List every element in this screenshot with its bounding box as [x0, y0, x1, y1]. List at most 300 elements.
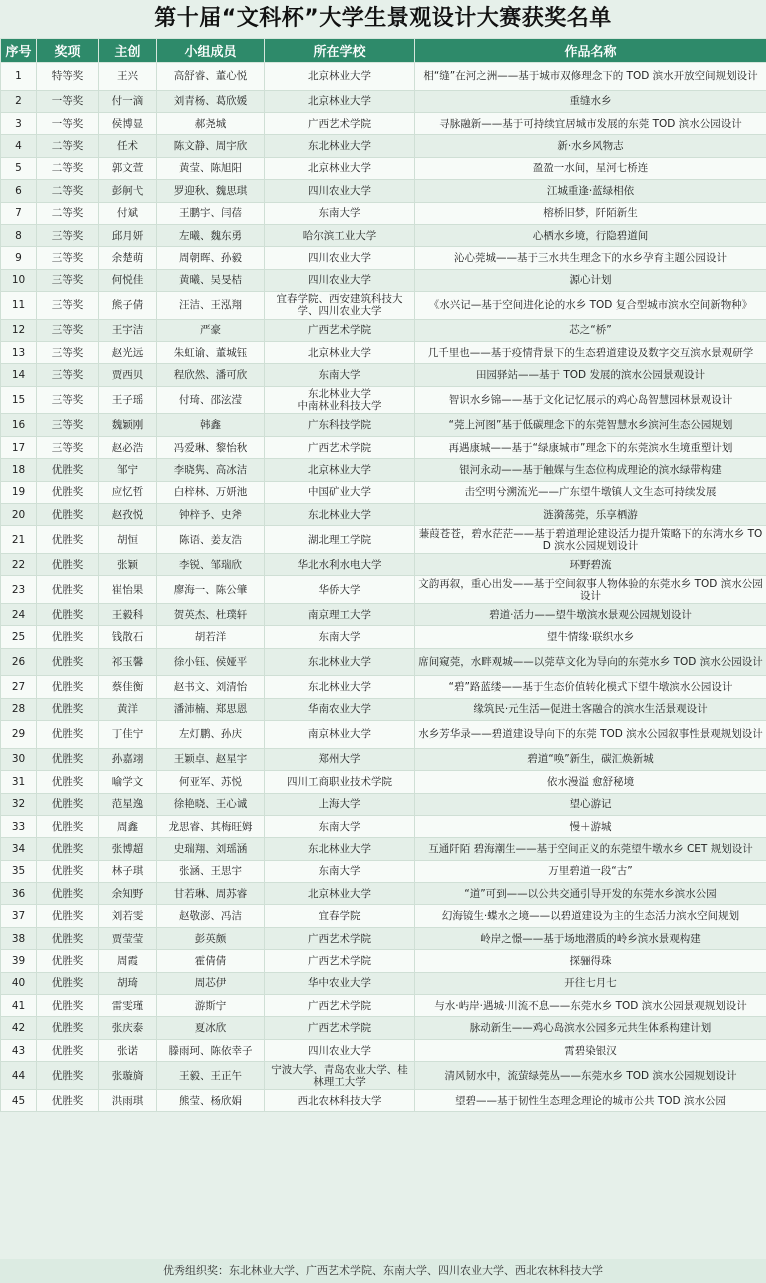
- row-work: 盈盈一水间，星河七桥连: [415, 157, 766, 179]
- row-index: 16: [1, 414, 37, 436]
- row-award: 优胜奖: [37, 995, 99, 1017]
- row-work: 榕桥旧梦，阡陌新生: [415, 202, 766, 224]
- row-award: 三等奖: [37, 386, 99, 414]
- table-body: [1, 63, 766, 1112]
- row-members: 周朝晖、孙毅: [157, 247, 265, 269]
- row-index: 19: [1, 481, 37, 503]
- row-award: 优胜奖: [37, 648, 99, 676]
- row-members: 张涵、王思宇: [157, 860, 265, 882]
- row-index: 2: [1, 90, 37, 112]
- row-award: 特等奖: [37, 63, 99, 91]
- row-work: 相“缝”在河之洲——基于城市双修理念下的 TOD 滨水开放空间规划设计: [415, 63, 766, 91]
- row-work: 幻海镜生·蝶水之境——以碧道建设为主的生态活力滨水空间规划: [415, 905, 766, 927]
- row-school: 四川工商职业技术学院: [265, 771, 415, 793]
- row-school: 广西艺术学院: [265, 112, 415, 134]
- row-work: 几千里也——基于疫情背景下的生态碧道建设及数字交互滨水景观研学: [415, 342, 766, 364]
- row-work: 蒹葭苍苍，碧水茫茫——基于碧道理论建设活力提升策略下的东湾水乡 TOD 滨水公园规划设计: [415, 526, 766, 554]
- row-school: 广西艺术学院: [265, 950, 415, 972]
- table-row: [1, 972, 766, 994]
- row-index: 21: [1, 526, 37, 554]
- row-lead: 黄洋: [99, 698, 157, 720]
- table-row: [1, 554, 766, 576]
- row-members: 左曦、魏东勇: [157, 224, 265, 246]
- table-row: [1, 648, 766, 676]
- row-index: 1: [1, 63, 37, 91]
- table-row: [1, 90, 766, 112]
- column-header-work: 作品名称: [415, 39, 766, 63]
- row-lead: 祁玉馨: [99, 648, 157, 676]
- row-school: 东南大学: [265, 202, 415, 224]
- row-work: 环野碧流: [415, 554, 766, 576]
- row-work: 涟漪荡莞，乐享栖游: [415, 504, 766, 526]
- row-lead: 付斌: [99, 202, 157, 224]
- row-award: 优胜奖: [37, 1017, 99, 1039]
- row-school: 宁波大学、青岛农业大学、桂林理工大学: [265, 1062, 415, 1090]
- row-lead: 范星逸: [99, 793, 157, 815]
- row-lead: 林子琪: [99, 860, 157, 882]
- row-index: 39: [1, 950, 37, 972]
- row-school: 广西艺术学院: [265, 927, 415, 949]
- row-award: 三等奖: [37, 224, 99, 246]
- row-members: 汪洁、王泓翔: [157, 292, 265, 320]
- row-index: 22: [1, 554, 37, 576]
- row-index: 33: [1, 815, 37, 837]
- row-index: 27: [1, 676, 37, 698]
- table-row: [1, 771, 766, 793]
- row-work: 碧道·活力——望牛墩滨水景观公园规划设计: [415, 604, 766, 626]
- row-lead: 何悦佳: [99, 269, 157, 291]
- row-work: 脉动新生——鸡心岛滨水公园多元共生体系构建计划: [415, 1017, 766, 1039]
- row-work: 与水·屿岸·遇城·川流不息——东莞水乡 TOD 滨水公园景观规划设计: [415, 995, 766, 1017]
- row-lead: 贾西贝: [99, 364, 157, 386]
- row-lead: 赵孜悦: [99, 504, 157, 526]
- row-members: 徐艳晓、王心诚: [157, 793, 265, 815]
- row-work: 心栖水乡境，行隐碧道间: [415, 224, 766, 246]
- table-row: [1, 342, 766, 364]
- row-work: 慢＋游城: [415, 815, 766, 837]
- row-school: 北京林业大学: [265, 459, 415, 481]
- row-school: 东北林业大学: [265, 504, 415, 526]
- row-school: 四川农业大学: [265, 180, 415, 202]
- row-lead: 蔡佳衡: [99, 676, 157, 698]
- row-lead: 魏颖刚: [99, 414, 157, 436]
- row-work: 望心游记: [415, 793, 766, 815]
- row-school: 四川农业大学: [265, 247, 415, 269]
- row-school: 广东科技学院: [265, 414, 415, 436]
- row-school: 宜春学院: [265, 905, 415, 927]
- row-lead: 孙嘉翊: [99, 748, 157, 770]
- table-row: [1, 883, 766, 905]
- column-header-lead: 主创: [99, 39, 157, 63]
- row-members: 彭英颇: [157, 927, 265, 949]
- table-header-row: [1, 39, 766, 63]
- row-index: 20: [1, 504, 37, 526]
- row-lead: 任术: [99, 135, 157, 157]
- table-row: [1, 676, 766, 698]
- column-header-award: 奖项: [37, 39, 99, 63]
- row-award: 优胜奖: [37, 748, 99, 770]
- row-index: 5: [1, 157, 37, 179]
- row-school: 广西艺术学院: [265, 1017, 415, 1039]
- row-work: 江城重逢·蓝绿相依: [415, 180, 766, 202]
- row-members: 廖海一、陈公肇: [157, 576, 265, 604]
- row-work: 席间窥莞，水畔观城——以莞草文化为导向的东莞水乡 TOD 滨水公园设计: [415, 648, 766, 676]
- row-index: 30: [1, 748, 37, 770]
- row-school: 东北林业大学: [265, 838, 415, 860]
- row-school: 东南大学: [265, 626, 415, 648]
- row-school: 东北林业大学 中南林业科技大学: [265, 386, 415, 414]
- row-work: 源心计划: [415, 269, 766, 291]
- row-members: 史瑞翔、刘瑶涵: [157, 838, 265, 860]
- row-members: 滕雨珂、陈依幸子: [157, 1039, 265, 1061]
- row-award: 二等奖: [37, 202, 99, 224]
- row-school: 东南大学: [265, 364, 415, 386]
- row-lead: 余知野: [99, 883, 157, 905]
- footer-organization-award: 优秀组织奖：东北林业大学、广西艺术学院、东南大学、四川农业大学、西北农林科技大学: [0, 1259, 766, 1283]
- row-index: 28: [1, 698, 37, 720]
- row-work: 芯之“桥”: [415, 319, 766, 341]
- row-lead: 丁佳宁: [99, 721, 157, 749]
- row-award: 优胜奖: [37, 604, 99, 626]
- row-school: 东南大学: [265, 860, 415, 882]
- row-work: 清风韧水中，流萤绿莞丛——东莞水乡 TOD 滨水公园规划设计: [415, 1062, 766, 1090]
- row-members: 李锐、邹瑞欣: [157, 554, 265, 576]
- row-award: 优胜奖: [37, 860, 99, 882]
- row-index: 6: [1, 180, 37, 202]
- row-lead: 侯博显: [99, 112, 157, 134]
- row-lead: 王宇洁: [99, 319, 157, 341]
- row-award: 三等奖: [37, 247, 99, 269]
- table-row: [1, 157, 766, 179]
- row-award: 一等奖: [37, 112, 99, 134]
- row-index: 34: [1, 838, 37, 860]
- row-school: 南京林业大学: [265, 721, 415, 749]
- column-header-members: 小组成员: [157, 39, 265, 63]
- row-award: 二等奖: [37, 180, 99, 202]
- row-lead: 张颖: [99, 554, 157, 576]
- row-members: 郝尧城: [157, 112, 265, 134]
- row-lead: 胡恒: [99, 526, 157, 554]
- row-members: 陈文静、周宇欣: [157, 135, 265, 157]
- row-index: 23: [1, 576, 37, 604]
- row-school: 东北林业大学: [265, 135, 415, 157]
- row-members: 王毅、王正午: [157, 1062, 265, 1090]
- row-index: 15: [1, 386, 37, 414]
- row-work: 探骊得珠: [415, 950, 766, 972]
- row-members: 程欣然、潘可欣: [157, 364, 265, 386]
- row-school: 四川农业大学: [265, 1039, 415, 1061]
- row-lead: 周鑫: [99, 815, 157, 837]
- row-award: 三等奖: [37, 269, 99, 291]
- row-index: 25: [1, 626, 37, 648]
- row-award: 优胜奖: [37, 927, 99, 949]
- row-members: 贺英杰、杜璞轩: [157, 604, 265, 626]
- table-row: [1, 386, 766, 414]
- row-award: 优胜奖: [37, 905, 99, 927]
- row-school: 东南大学: [265, 815, 415, 837]
- row-award: 优胜奖: [37, 883, 99, 905]
- column-header-index: 序号: [1, 39, 37, 63]
- row-index: 38: [1, 927, 37, 949]
- row-award: 优胜奖: [37, 459, 99, 481]
- table-row: [1, 860, 766, 882]
- row-members: 徐小钰、侯娅平: [157, 648, 265, 676]
- row-school: 北京林业大学: [265, 90, 415, 112]
- row-award: 优胜奖: [37, 576, 99, 604]
- row-lead: 邹宁: [99, 459, 157, 481]
- row-award: 优胜奖: [37, 554, 99, 576]
- row-lead: 洪雨琪: [99, 1089, 157, 1111]
- row-lead: 余楚萌: [99, 247, 157, 269]
- row-members: 黄莹、陈旭阳: [157, 157, 265, 179]
- row-members: 游斯宁: [157, 995, 265, 1017]
- table-row: [1, 1017, 766, 1039]
- row-index: 43: [1, 1039, 37, 1061]
- row-school: 中国矿业大学: [265, 481, 415, 503]
- row-school: 华北水利水电大学: [265, 554, 415, 576]
- row-school: 华侨大学: [265, 576, 415, 604]
- row-award: 三等奖: [37, 292, 99, 320]
- row-school: 四川农业大学: [265, 269, 415, 291]
- row-lead: 张诺: [99, 1039, 157, 1061]
- row-index: 26: [1, 648, 37, 676]
- table-row: [1, 793, 766, 815]
- row-index: 11: [1, 292, 37, 320]
- table-row: [1, 481, 766, 503]
- row-work: 银河永动——基于触媒与生态位构成理论的滨水绿带构建: [415, 459, 766, 481]
- row-lead: 王毅科: [99, 604, 157, 626]
- table-row: [1, 292, 766, 320]
- row-lead: 刘若雯: [99, 905, 157, 927]
- row-school: 北京林业大学: [265, 883, 415, 905]
- row-school: 西北农林科技大学: [265, 1089, 415, 1111]
- table-row: [1, 950, 766, 972]
- row-lead: 王子瑶: [99, 386, 157, 414]
- row-members: 何亚军、苏悦: [157, 771, 265, 793]
- table-row: [1, 112, 766, 134]
- row-award: 优胜奖: [37, 481, 99, 503]
- row-school: 北京林业大学: [265, 157, 415, 179]
- row-index: 10: [1, 269, 37, 291]
- row-members: 李晓隽、高冰洁: [157, 459, 265, 481]
- table-row: [1, 927, 766, 949]
- row-members: 冯爱琳、黎怡秋: [157, 436, 265, 458]
- row-work: 重缝水乡: [415, 90, 766, 112]
- row-work: 开往七月七: [415, 972, 766, 994]
- row-award: 优胜奖: [37, 815, 99, 837]
- row-index: 44: [1, 1062, 37, 1090]
- row-award: 优胜奖: [37, 526, 99, 554]
- row-award: 优胜奖: [37, 793, 99, 815]
- row-work: “碧”路蓝缕——基于生态价值转化模式下望牛墩滨水公园设计: [415, 676, 766, 698]
- row-lead: 张庆泰: [99, 1017, 157, 1039]
- row-work: 岭岸之憬——基于场地潜质的岭乡滨水景观构建: [415, 927, 766, 949]
- row-award: 优胜奖: [37, 676, 99, 698]
- row-index: 8: [1, 224, 37, 246]
- row-index: 18: [1, 459, 37, 481]
- table-row: [1, 626, 766, 648]
- row-lead: 张璇旖: [99, 1062, 157, 1090]
- row-index: 29: [1, 721, 37, 749]
- row-work: 田园驿站——基于 TOD 发展的滨水公园景观设计: [415, 364, 766, 386]
- row-lead: 崔怡果: [99, 576, 157, 604]
- row-index: 41: [1, 995, 37, 1017]
- row-award: 二等奖: [37, 135, 99, 157]
- row-index: 3: [1, 112, 37, 134]
- row-members: 熊莹、杨欣娟: [157, 1089, 265, 1111]
- award-table: [0, 38, 766, 1112]
- row-award: 优胜奖: [37, 1089, 99, 1111]
- row-award: 三等奖: [37, 319, 99, 341]
- row-award: 优胜奖: [37, 972, 99, 994]
- row-index: 7: [1, 202, 37, 224]
- row-members: 朱虹谕、董城钰: [157, 342, 265, 364]
- row-work: 智识水乡锦——基于文化记忆展示的鸡心岛智慧园林景观设计: [415, 386, 766, 414]
- row-school: 东北林业大学: [265, 648, 415, 676]
- row-award: 三等奖: [37, 342, 99, 364]
- row-work: 击空明兮溯流光——广东望牛墩镇人文生态可持续发展: [415, 481, 766, 503]
- row-lead: 贾莹莹: [99, 927, 157, 949]
- row-school: 北京林业大学: [265, 63, 415, 91]
- row-index: 40: [1, 972, 37, 994]
- row-members: 白梓林、万妍池: [157, 481, 265, 503]
- row-school: 华南农业大学: [265, 698, 415, 720]
- row-lead: 喻学文: [99, 771, 157, 793]
- row-members: 霍倩倩: [157, 950, 265, 972]
- row-members: 龙思睿、其梅旺姆: [157, 815, 265, 837]
- row-school: 南京理工大学: [265, 604, 415, 626]
- row-school: 湖北理工学院: [265, 526, 415, 554]
- row-work: 依水漫溢 愈舒秘境: [415, 771, 766, 793]
- table-row: [1, 526, 766, 554]
- row-work: 沁心莞城——基于三水共生理念下的水乡孕育主题公园设计: [415, 247, 766, 269]
- row-school: 郑州大学: [265, 748, 415, 770]
- row-members: 刘青杨、葛欣媛: [157, 90, 265, 112]
- row-members: 周芯伊: [157, 972, 265, 994]
- row-members: 黄曦、吴旻桔: [157, 269, 265, 291]
- row-members: 钟梓予、史斧: [157, 504, 265, 526]
- row-members: 高舒睿、董心悦: [157, 63, 265, 91]
- row-index: 13: [1, 342, 37, 364]
- row-lead: 雷雯瑾: [99, 995, 157, 1017]
- table-row: [1, 224, 766, 246]
- table-row: [1, 576, 766, 604]
- table-row: [1, 721, 766, 749]
- row-lead: 赵必浩: [99, 436, 157, 458]
- row-members: 罗迎秋、魏思琪: [157, 180, 265, 202]
- table-row: [1, 905, 766, 927]
- row-members: 胡若洋: [157, 626, 265, 648]
- row-school: 宜春学院、西安建筑科技大学、四川农业大学: [265, 292, 415, 320]
- row-award: 三等奖: [37, 414, 99, 436]
- row-award: 一等奖: [37, 90, 99, 112]
- table-row: [1, 319, 766, 341]
- row-work: 水乡芳华录——碧道建设导向下的东莞 TOD 滨水公园叙事性景观规划设计: [415, 721, 766, 749]
- table-row: [1, 698, 766, 720]
- row-index: 35: [1, 860, 37, 882]
- table-row: [1, 135, 766, 157]
- row-lead: 郭文萱: [99, 157, 157, 179]
- row-award: 二等奖: [37, 157, 99, 179]
- row-work: 寻脉融新——基于可持续宜居城市发展的东莞 TOD 滨水公园设计: [415, 112, 766, 134]
- table-row: [1, 748, 766, 770]
- table-row: [1, 180, 766, 202]
- table-row: [1, 202, 766, 224]
- row-award: 优胜奖: [37, 950, 99, 972]
- row-index: 42: [1, 1017, 37, 1039]
- row-school: 东北林业大学: [265, 676, 415, 698]
- row-work: 望牛情缘·联织水乡: [415, 626, 766, 648]
- row-work: 碧道“唤”新生，碳汇焕新城: [415, 748, 766, 770]
- table-row: [1, 838, 766, 860]
- row-award: 优胜奖: [37, 1062, 99, 1090]
- row-members: 甘若琳、周苏睿: [157, 883, 265, 905]
- row-award: 优胜奖: [37, 771, 99, 793]
- row-members: 付琦、邵泫滢: [157, 386, 265, 414]
- row-lead: 赵光远: [99, 342, 157, 364]
- page-title: 第十届“文科杯”大学生景观设计大赛获奖名单: [154, 6, 612, 31]
- row-index: 45: [1, 1089, 37, 1111]
- row-award: 三等奖: [37, 436, 99, 458]
- row-members: 赵书文、刘清怡: [157, 676, 265, 698]
- table-row: [1, 815, 766, 837]
- row-index: 14: [1, 364, 37, 386]
- row-members: 左灯鹏、孙庆: [157, 721, 265, 749]
- row-index: 31: [1, 771, 37, 793]
- row-members: 韩鑫: [157, 414, 265, 436]
- table-row: [1, 269, 766, 291]
- row-work: “道”可到——以公共交通引导开发的东莞水乡滨水公园: [415, 883, 766, 905]
- row-work: 万里碧道一段“古”: [415, 860, 766, 882]
- table-row: [1, 436, 766, 458]
- table-row: [1, 1089, 766, 1111]
- row-index: 37: [1, 905, 37, 927]
- table-row: [1, 414, 766, 436]
- row-award: 三等奖: [37, 364, 99, 386]
- row-index: 12: [1, 319, 37, 341]
- row-school: 北京林业大学: [265, 342, 415, 364]
- row-lead: 邱月妍: [99, 224, 157, 246]
- row-lead: 应忆哲: [99, 481, 157, 503]
- row-index: 17: [1, 436, 37, 458]
- row-lead: 付一滴: [99, 90, 157, 112]
- row-members: 潘沛楠、郑思恩: [157, 698, 265, 720]
- table-row: [1, 247, 766, 269]
- row-members: 王颖卓、赵星宇: [157, 748, 265, 770]
- row-index: 36: [1, 883, 37, 905]
- row-work: 《水兴记—基于空间进化论的水乡 TOD 复合型城市滨水空间新物种》: [415, 292, 766, 320]
- row-members: 严豪: [157, 319, 265, 341]
- row-award: 优胜奖: [37, 1039, 99, 1061]
- row-work: “莞上河图”基于低碳理念下的东莞智慧水乡滨河生态公园规划: [415, 414, 766, 436]
- row-lead: 熊子倩: [99, 292, 157, 320]
- row-work: 文韵再叙，重心出发——基于空间叙事人物体验的东莞水乡 TOD 滨水公园设计: [415, 576, 766, 604]
- row-lead: 周霞: [99, 950, 157, 972]
- row-work: 望碧——基于韧性生态理念理论的城市公共 TOD 滨水公园: [415, 1089, 766, 1111]
- row-lead: 王兴: [99, 63, 157, 91]
- row-school: 广西艺术学院: [265, 319, 415, 341]
- row-award: 优胜奖: [37, 504, 99, 526]
- table-row: [1, 459, 766, 481]
- row-members: 王鹏宇、闫蓓: [157, 202, 265, 224]
- row-lead: 彭舸弋: [99, 180, 157, 202]
- row-lead: 张博超: [99, 838, 157, 860]
- row-lead: 胡琦: [99, 972, 157, 994]
- table-row: [1, 1062, 766, 1090]
- table-row: [1, 364, 766, 386]
- row-index: 4: [1, 135, 37, 157]
- row-school: 哈尔滨工业大学: [265, 224, 415, 246]
